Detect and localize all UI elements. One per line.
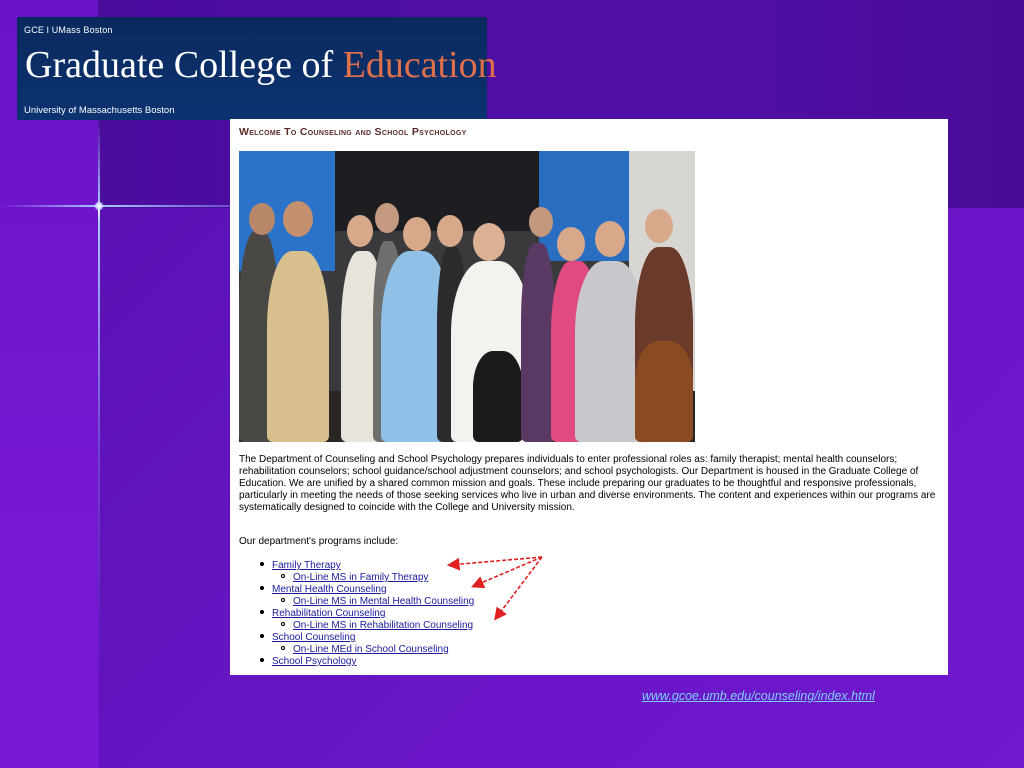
sparkle-star-icon bbox=[94, 201, 104, 211]
list-item bbox=[281, 572, 428, 584]
program-link-mental-health-counseling[interactable]: Mental Health Counseling bbox=[272, 584, 387, 595]
banner-title-part1: Graduate College of bbox=[25, 44, 343, 86]
online-link-family-therapy[interactable]: On-Line MS in Family Therapy bbox=[293, 572, 429, 583]
banner-top-line: GCE l UMass Boston bbox=[24, 25, 113, 35]
circle-bullet-icon bbox=[281, 622, 285, 626]
banner-sub-line: University of Massachusetts Boston bbox=[24, 105, 175, 116]
bullet-icon bbox=[260, 586, 264, 590]
program-link-school-counseling[interactable]: School Counseling bbox=[272, 632, 356, 643]
sparkle-line-horizontal bbox=[0, 205, 230, 207]
bullet-icon bbox=[260, 562, 264, 566]
program-link-family-therapy[interactable]: Family Therapy bbox=[272, 560, 341, 571]
banner-title-part2: Education bbox=[342, 44, 497, 86]
list-item bbox=[281, 596, 474, 608]
list-item bbox=[260, 608, 385, 620]
bullet-icon bbox=[260, 610, 264, 614]
circle-bullet-icon bbox=[281, 598, 285, 602]
programs-intro: Our department's programs include: bbox=[239, 536, 399, 547]
banner-title bbox=[25, 43, 497, 87]
online-link-rehabilitation-counseling[interactable]: On-Line MS in Rehabilitation Counseling bbox=[293, 620, 474, 631]
list-item bbox=[281, 620, 473, 632]
faculty-group-photo bbox=[239, 151, 695, 442]
program-link-school-psychology[interactable]: School Psychology bbox=[272, 656, 357, 667]
online-link-school-counseling[interactable]: On-Line MEd in School Counseling bbox=[293, 644, 449, 655]
department-description: The Department of Counseling and School Psychology prepares individuals to enter professional roles as: family therapist; mental health counselors; rehabilitation counselors; school guidance/school adjustment counselors; and school psychologists. Our Department is housed in the Graduate College of Education. We are unified by a shared common mission and goals. These include preparing our graduates to be thoughtful and responsive professionals, particularly in meeting the needs of those seeking services who live in urban and diverse environments. The content and experiences within our programs are systematically designed to coincide with the College and University mission. bbox=[239, 454, 936, 513]
list-item bbox=[260, 656, 357, 668]
list-item bbox=[260, 632, 355, 644]
list-item bbox=[281, 644, 449, 656]
bullet-icon bbox=[260, 634, 264, 638]
webpage-screenshot-panel bbox=[230, 119, 948, 675]
circle-bullet-icon bbox=[281, 646, 285, 650]
list-item bbox=[260, 584, 387, 596]
list-item bbox=[260, 560, 341, 572]
department-url-link[interactable]: www.gcoe.umb.edu/counseling/index.html bbox=[642, 689, 875, 703]
page-heading: Welcome To Counseling and School Psychology bbox=[239, 126, 467, 138]
bullet-icon bbox=[260, 658, 264, 662]
online-link-mental-health-counseling[interactable]: On-Line MS in Mental Health Counseling bbox=[293, 596, 475, 607]
gce-banner bbox=[17, 17, 497, 120]
program-link-rehabilitation-counseling[interactable]: Rehabilitation Counseling bbox=[272, 608, 386, 619]
circle-bullet-icon bbox=[281, 574, 285, 578]
